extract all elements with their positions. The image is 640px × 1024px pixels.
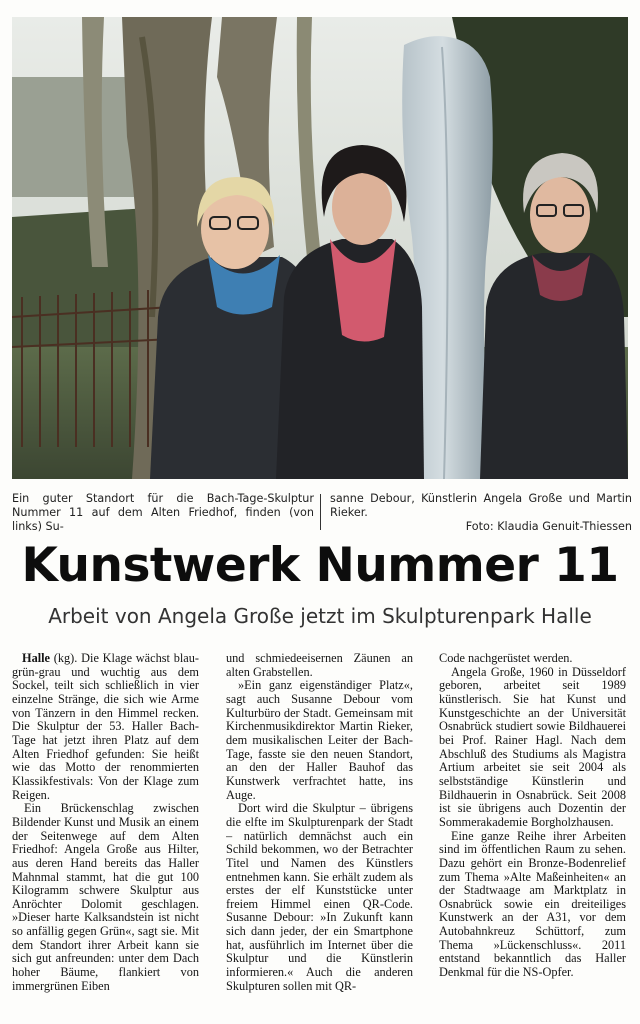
article-paragraph: Eine ganze Reihe ihrer Arbeiten sind im öffentlichen Raum zu sehen. Dazu gehört ein Bronze-Bodenrelief zum Thema »Alte Maßeinheiten« an der Stadtwaage am Marktplatz in Osnabrück sowie ein dreiteiliges Kunstwerk an der A31, vor dem Autobahnkreuz Schüttorf, zum Thema »Lückenschluss«. 2011 entstand bekanntlich das Haller Denkmal für die NS-Opfer. [439,828,626,980]
article-dateline: Halle [22,652,51,665]
caption-left: Ein guter Standort für die Bach-Tage-Skulptur Nummer 11 auf dem Alten Friedhof, finden (von links) Su- [12,492,314,533]
caption-right-text: sanne Debour, Künstlerin Angela Große und Martin Rieker. [330,492,632,519]
article-paragraph: Angela Große, 1960 in Düsseldorf geboren, arbeitet seit 1989 künstlerisch. Sie hat Kunst und Kunstgeschichte an der Universität Osnabrück studiert sowie Bildhauerei bei Prof. Rainer Hagl. Nach dem Abschluß des Studiums als Magistra Artium arbeitet sie seit 2004 als selbstständige Künstlerin und Bildhauerin in Osnabrück. Seit 2008 ist sie übrigens auch Dozentin der Sommerakademie Borgholzhausen. [439,664,626,829]
article-paragraph: und schmiedeeisernen Zäunen an alten Grabstellen. [226,652,413,679]
caption-right [330,492,632,534]
paragraph-text: Die Klage wächst blau-grün-grau und wuchtig aus dem Sockel, teilt sich schließlich in vier einzelne Stränge, die sich wie Arme von Tänzern in den Himmel recken. Die Skulptur der 53. Haller Bach-Tage hat jetzt ihren Platz auf dem Alten Friedhof gefunden: Sie heißt wie das Motto der renommierten Klassikfestivals: Von der Klage zum Reigen. [12,652,199,802]
photo-credit: Foto: Klaudia Genuit-Thiessen [465,520,632,533]
photo-caption [12,492,632,534]
dateline-suffix: (kg). [50,652,82,665]
article-photo [12,17,628,479]
article-headline: Kunstwerk Nummer 11 [21,538,619,593]
photo-illustration [12,17,628,479]
article-paragraph [12,652,199,802]
article-paragraph: »Ein ganz eigenständiger Platz«, sagt auch Susanne Debour vom Kulturbüro der Stadt. Gemeinsam mit Kirchenmusikdirektor Martin Rieker, dem musikalischen Leiter der Bach-Tage, fasste sie den neuen Standort, an den der Haller Bauhof das Kunstwerk verfrachtet hatte, ins Auge. [226,678,413,802]
article-subheadline: Arbeit von Angela Große jetzt im Skulpturenpark Halle [48,604,592,628]
article-column-1 [12,652,199,1024]
caption-divider [320,494,321,530]
article-paragraph: Ein Brückenschlag zwischen Bildender Kunst und Musik an einem der Seitenwege auf dem Alten Friedhof: Angela Große aus Hilter, aus deren Hand bereits das Haller Mahnmal stammt, hat die gut 100 Kilogramm schwere Skulptur aus Anröchter Dolomit geschlagen. »Dieser harte Kalksandstein ist nicht so anfällig gegen Grün«, sagt sie. Mit dem Standort ihrer Arbeit kann sie sich gut anfreunden: unter dem Dach hoher Bäume, flankiert von immergrünen Eiben [12,801,199,993]
article-column-3 [439,652,626,1024]
article-paragraph: Dort wird die Skulptur – übrigens die elfte im Skulpturenpark der Stadt – natürlich demnächst auch ein Schild bekommen, wo der Betrachter Titel und Namen des Künstlers entnehmen kann. Sie erhält zudem als erstes der elf Kunststücke unter freiem Himmel einen QR-Code. Susanne Debour: »In Zukunft kann sich dann jeder, der ein Smartphone hat, ausführlich im Internet über die Skulptur und die Künstlerin informieren.« Auch die anderen Skulpturen sollen mit QR- [226,801,413,993]
article-paragraph: Code nachgerüstet werden. [439,652,573,665]
article-column-2 [226,652,413,1024]
